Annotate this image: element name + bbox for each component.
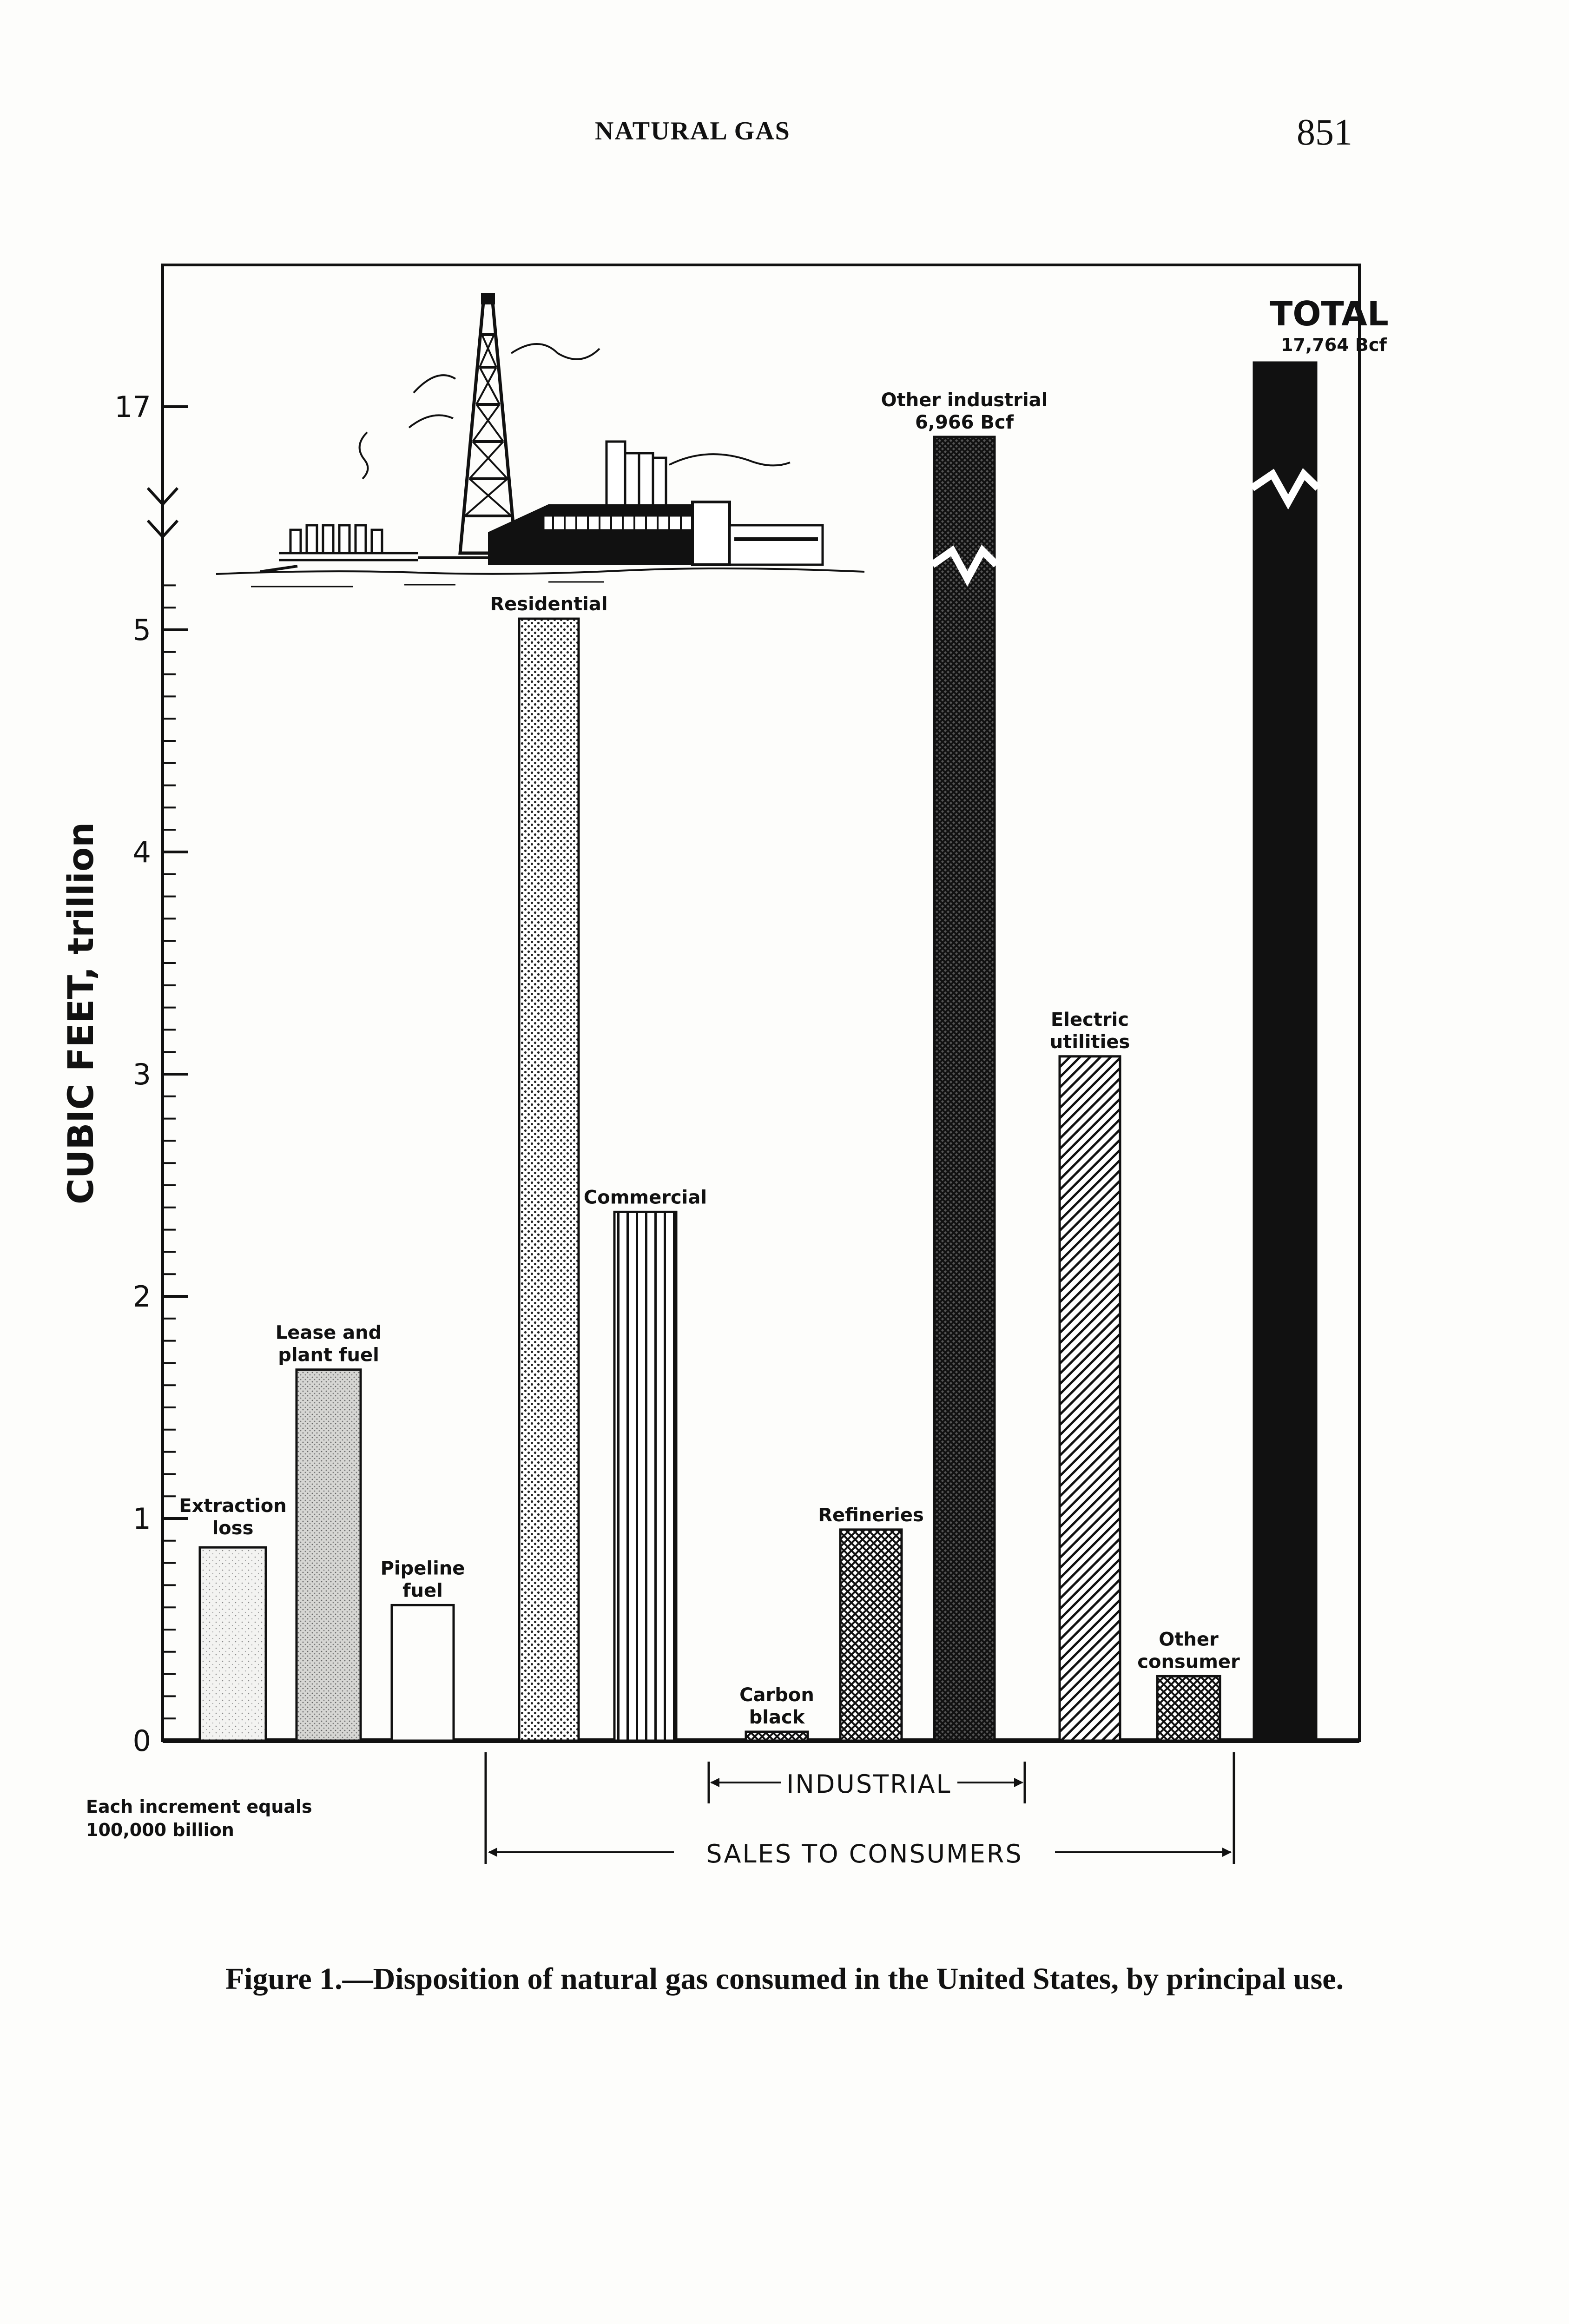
y-tick-label: 4 xyxy=(132,835,151,869)
bar xyxy=(746,1732,808,1741)
oil-derrick-icon xyxy=(460,293,516,553)
page-number: 851 xyxy=(1297,112,1352,153)
bar-label: black xyxy=(749,1706,805,1728)
bar xyxy=(840,1530,902,1741)
bar xyxy=(1060,1056,1120,1741)
increment-note-line-1: Each increment equals xyxy=(86,1796,312,1817)
industrial-bracket xyxy=(709,1762,1025,1803)
figure-caption: Figure 1.—Disposition of natural gas consumed in the United States, by principal use. xyxy=(225,1962,1344,1996)
y-tick-label-17: 17 xyxy=(114,390,151,424)
y-tick-label: 1 xyxy=(132,1502,151,1536)
increment-note-line-2: 100,000 billion xyxy=(86,1820,234,1840)
running-title: NATURAL GAS xyxy=(595,117,791,145)
bar-label: plant fuel xyxy=(278,1344,379,1366)
bar-label: Carbon xyxy=(739,1684,814,1706)
storage-tanks-icon xyxy=(260,525,488,572)
bar-label: Extraction xyxy=(179,1495,287,1517)
bar-label: Refineries xyxy=(818,1504,924,1526)
industrial-label: INDUSTRIAL xyxy=(786,1769,952,1799)
y-axis-title: CUBIC FEET, trillion xyxy=(60,822,101,1205)
bar-label: Electric xyxy=(1050,1009,1129,1030)
y-ticks xyxy=(133,585,188,1758)
y-tick-label: 0 xyxy=(132,1724,151,1758)
total-label-value: 17,764 Bcf xyxy=(1281,335,1387,355)
sales-to-consumers-label: SALES TO CONSUMERS xyxy=(706,1839,1023,1868)
total-label xyxy=(1270,294,1388,355)
bar xyxy=(1157,1676,1220,1741)
bar-label: Residential xyxy=(490,594,608,615)
y-tick-label: 2 xyxy=(132,1280,151,1314)
bar xyxy=(1254,363,1316,1741)
bar-label: Lease and xyxy=(275,1322,382,1344)
bar xyxy=(934,437,995,1741)
bar-label: consumer xyxy=(1137,1651,1240,1673)
factory-icon xyxy=(488,442,823,565)
oil-derrick-and-factory-illustration xyxy=(216,293,864,587)
bar-label: 6,966 Bcf xyxy=(915,412,1014,433)
total-label-title: TOTAL xyxy=(1270,294,1389,333)
bar-label: Commercial xyxy=(583,1187,707,1208)
y-tick-label: 5 xyxy=(132,613,151,647)
bar-label: utilities xyxy=(1049,1031,1130,1053)
bar-label: loss xyxy=(212,1518,254,1539)
bar-label: Other xyxy=(1159,1629,1219,1651)
bar-label: Other industrial xyxy=(881,390,1048,411)
bar xyxy=(519,619,579,1741)
bar xyxy=(297,1370,361,1741)
bar-label: Pipeline xyxy=(380,1558,465,1579)
bar-label: fuel xyxy=(402,1580,443,1602)
bar xyxy=(392,1605,454,1741)
bar xyxy=(200,1547,266,1741)
bar xyxy=(614,1212,676,1741)
y-tick-label: 3 xyxy=(132,1057,151,1091)
